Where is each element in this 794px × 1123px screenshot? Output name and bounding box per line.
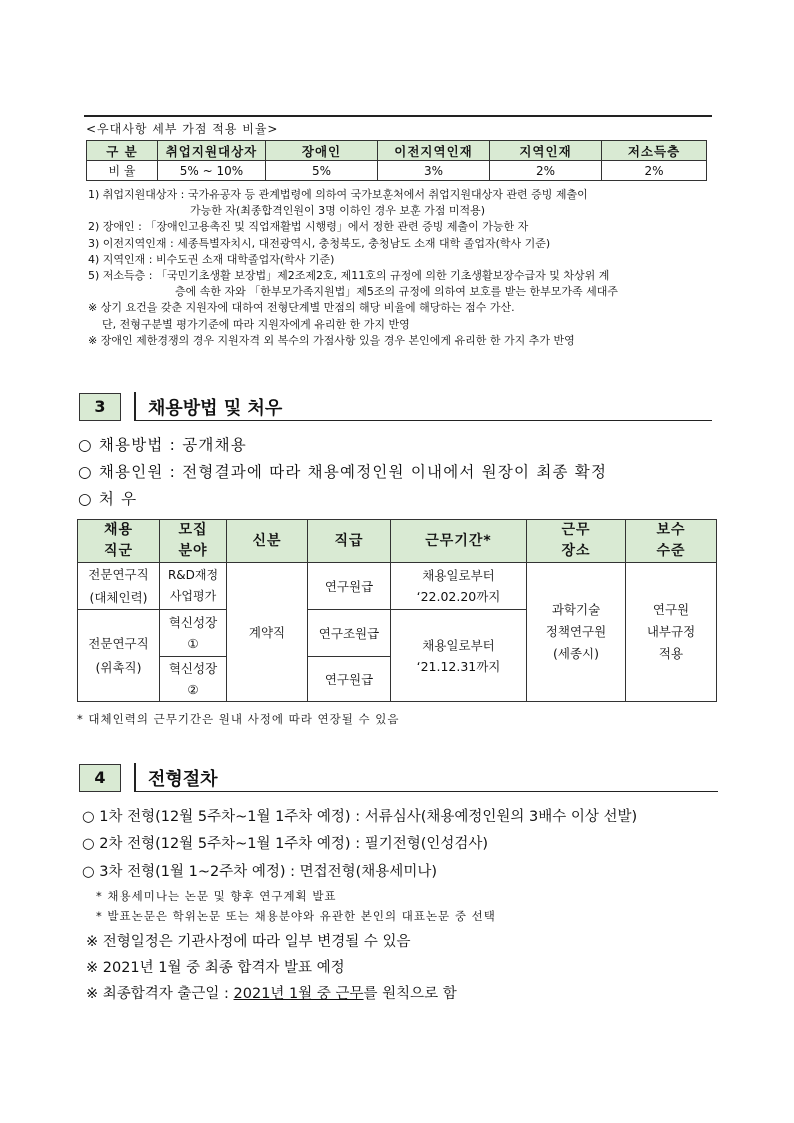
list-item: ○ 처 우 [78, 490, 138, 508]
note-line: 5) 저소득층 : 「국민기초생활 보장법」제2조제2호, 제11호의 규정에 의한 기초생활보장수급자 및 차상위 계 [88, 269, 610, 283]
table-header: 모집 분야 [160, 520, 227, 563]
remark-suffix: 를 원칙으로 함 [363, 986, 457, 1002]
table-header: 이전지역인재 [378, 141, 490, 161]
section-number: 4 [79, 764, 121, 792]
note-line: 3) 이전지역인재 : 세종특별자치시, 대전광역시, 충청북도, 충청남도 소재 대학 졸업자(학사 기준) [88, 236, 551, 250]
table-cell: 과학기술 정책연구원 (세종시) [527, 563, 626, 702]
table-header: 신분 [227, 520, 308, 563]
table-cell: 비 율 [87, 161, 158, 181]
table-cell: 채용일로부터 ‘21.12.31까지 [391, 610, 527, 702]
remark [86, 982, 457, 1003]
note-line: 4) 지역인재 : 비수도권 소재 대학졸업자(학사 기준) [88, 252, 335, 266]
process-step: ○ 3차 전형(1월 1~2주차 예정) : 면접전형(채용세미나) [82, 864, 437, 880]
list-item: ○ 채용방법 : 공개채용 [78, 436, 247, 454]
section-number: 3 [79, 393, 121, 421]
table-header: 근무기간* [391, 520, 527, 563]
table-header: 직급 [308, 520, 391, 563]
note-line: 단, 전형구분별 평가기준에 따라 지원자에게 유리한 한 가지 반영 [102, 317, 410, 331]
preference-title: <우대사항 세부 가점 적용 비율> [86, 122, 279, 136]
table-header: 지역인재 [490, 141, 602, 161]
note-line: 2) 장애인 : 「장애인고용촉진 및 직업재활법 시행령」에서 정한 관련 증빙 제출이 가능한 자 [88, 220, 529, 234]
table-cell: 연구조원급 [308, 610, 391, 657]
section-divider [134, 763, 136, 791]
table-row [78, 563, 717, 610]
table-cell: 전문연구직 (대체인력) [78, 563, 160, 610]
section-title: 채용방법 및 처우 [148, 398, 283, 419]
table-cell: 5% ~ 10% [158, 161, 266, 181]
note-line: 층에 속한 자와 「한부모가족지원법」제5조의 규정에 의하여 보호를 받는 한부모가족 세대주 [175, 285, 619, 299]
remark: ※ 전형일정은 기관사정에 따라 일부 변경될 수 있음 [86, 934, 411, 950]
table-cell: 연구원급 [308, 563, 391, 610]
table-header-row [87, 141, 707, 161]
table-cell: 혁신성장 ① [160, 610, 227, 657]
preference-notes [88, 187, 713, 349]
process-step: ○ 1차 전형(12월 5주차~1월 1주차 예정) : 서류심사(채용예정인원의 3배수 이상 선발) [82, 809, 638, 825]
list-item: ○ 채용인원 : 전형결과에 따라 채용예정인원 이내에서 원장이 최종 확정 [78, 463, 608, 481]
table-cell: 혁신성장 ② [160, 657, 227, 702]
table-cell: 연구원 내부규정 적용 [626, 563, 717, 702]
table-cell: R&D재정 사업평가 [160, 563, 227, 610]
preference-table [86, 140, 707, 181]
table-cell: 전문연구직 (위촉직) [78, 610, 160, 702]
section-rule [134, 420, 712, 421]
table-cell: 2% [490, 161, 602, 181]
note-line: 가능한 자(최종합격인원이 3명 이하인 경우 보훈 가점 미적용) [190, 204, 486, 218]
table-cell: 계약직 [227, 563, 308, 702]
note-line: ※ 장애인 제한경쟁의 경우 지원자격 외 복수의 가점사항 있을 경우 본인에게 유리한 한 가지 추가 반영 [88, 333, 575, 347]
table-header: 채용 직군 [78, 520, 160, 563]
table-cell: 5% [266, 161, 378, 181]
table-header: 보수 수준 [626, 520, 717, 563]
note-line: 1) 취업지원대상자 : 국가유공자 등 관계법령에 의하여 국가보훈처에서 취업지원대상자 관련 증빙 제출이 [88, 188, 588, 201]
note-line: ※ 상기 요건을 갖춘 지원자에 대하여 전형단계별 만점의 해당 비율에 해당하는 점수 가산. [88, 301, 515, 315]
table-cell: 연구원급 [308, 657, 391, 702]
table-row [87, 161, 707, 181]
table-header-row [78, 520, 717, 563]
section-rule [134, 791, 718, 792]
remark: ※ 2021년 1월 중 최종 합격자 발표 예정 [86, 960, 345, 976]
remark-underlined: 2021년 1월 중 근무 [233, 986, 364, 1002]
table-cell: 채용일로부터 ‘22.02.20까지 [391, 563, 527, 610]
top-rule [84, 115, 712, 117]
table-header: 구 분 [87, 141, 158, 161]
process-step: ○ 2차 전형(12월 5주차~1월 1주차 예정) : 필기전형(인성검사) [82, 836, 489, 852]
sub-note: * 채용세미나는 논문 및 향후 연구계획 발표 [96, 889, 337, 903]
table-header: 저소득층 [602, 141, 707, 161]
table-header: 장애인 [266, 141, 378, 161]
remark-prefix: ※ 최종합격자 출근일 : [86, 986, 234, 1002]
sub-note: * 발표논문은 학위논문 또는 채용분야와 유관한 본인의 대표논문 중 선택 [96, 909, 496, 923]
table-cell: 3% [378, 161, 490, 181]
hiring-table [77, 519, 717, 702]
table-header: 취업지원대상자 [158, 141, 266, 161]
table-footnote: * 대체인력의 근무기간은 원내 사정에 따라 연장될 수 있음 [77, 712, 400, 726]
section-title: 전형절차 [148, 769, 218, 790]
table-cell: 2% [602, 161, 707, 181]
table-header: 근무 장소 [527, 520, 626, 563]
section-divider [134, 392, 136, 420]
